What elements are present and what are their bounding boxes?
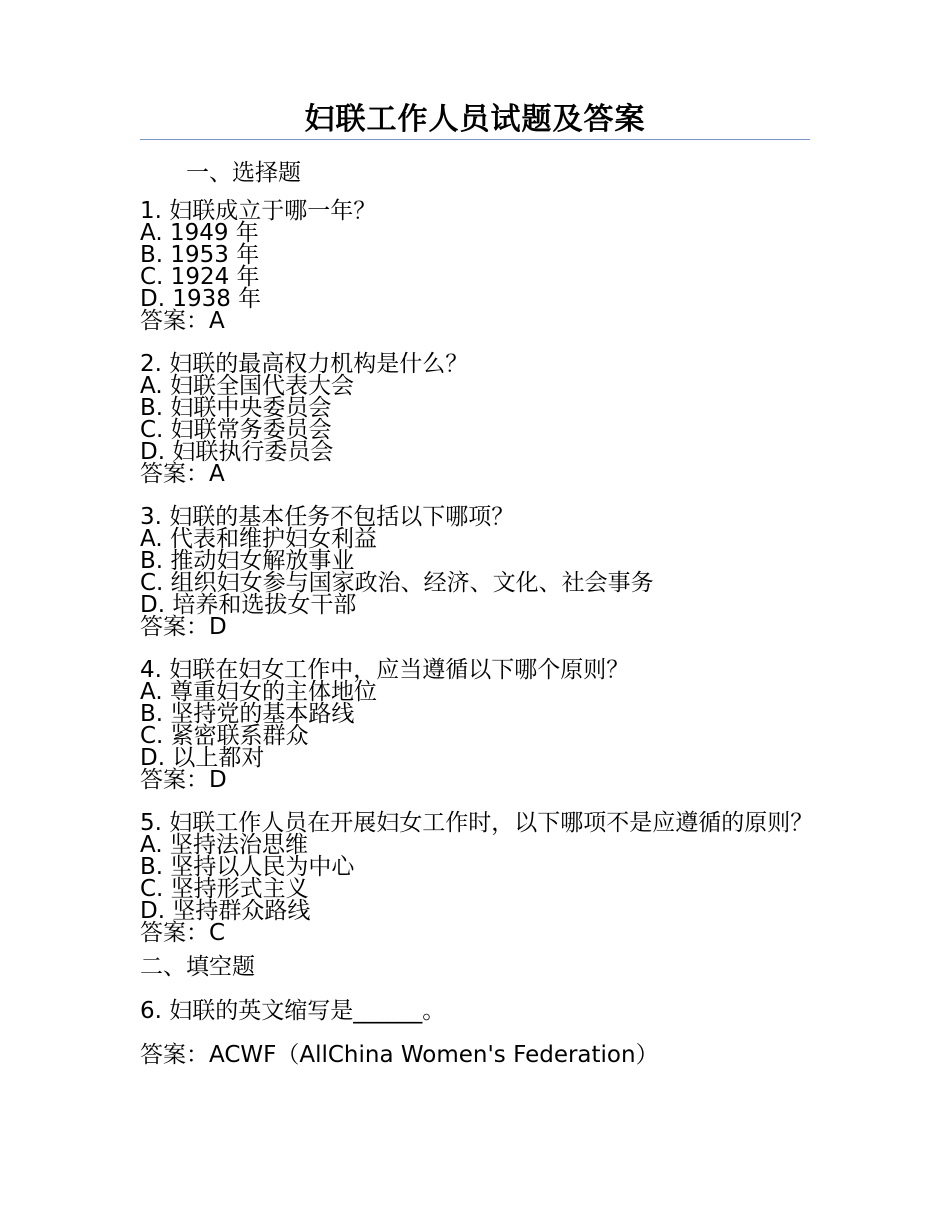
answer-option: C. 1924 年 (140, 264, 260, 290)
question-text: 1. 妇联成立于哪一年？ (140, 198, 377, 224)
answer-option: D. 1938 年 (140, 286, 262, 312)
answer-option: B. 推动妇女解放事业 (140, 548, 355, 574)
answer-option: A. 妇联全国代表大会 (140, 373, 354, 399)
answer-option: D. 培养和选拔女干部 (140, 592, 357, 618)
question-block (140, 200, 820, 332)
answer-option: A. 1949 年 (140, 220, 259, 246)
answer-key: 答案：C (140, 920, 226, 946)
answer-option: A. 尊重妇女的主体地位 (140, 679, 377, 705)
answer-option: B. 坚持党的基本路线 (140, 701, 355, 727)
spacer (140, 791, 820, 812)
question-text: 5. 妇联工作人员在开展妇女工作时，以下哪项不是应遵循的原则？ (140, 810, 814, 836)
answer-option: D. 坚持群众路线 (140, 898, 311, 924)
fill-question: 6. 妇联的英文缩写是______。 (140, 998, 446, 1024)
title-underline (140, 139, 810, 140)
answer-option: C. 组织妇女参与国家政治、经济、文化、社会事务 (140, 570, 654, 596)
question-text: 2. 妇联的最高权力机构是什么？ (140, 351, 469, 377)
answer-key: 答案：D (140, 614, 227, 640)
answer-option: A. 代表和维护妇女利益 (140, 526, 377, 552)
question-block (140, 506, 820, 638)
section-heading-fill: 二、填空题 (140, 954, 255, 980)
answer-option: C. 坚持形式主义 (140, 876, 309, 902)
answer-option: C. 紧密联系群众 (140, 723, 309, 749)
answer-key: 答案：A (140, 461, 225, 487)
answer-option: B. 妇联中央委员会 (140, 395, 332, 421)
answer-option: B. 1953 年 (140, 242, 260, 268)
answer-key: 答案：A (140, 308, 225, 334)
question-text: 4. 妇联在妇女工作中，应当遵循以下哪个原则？ (140, 657, 630, 683)
question-block (140, 812, 820, 944)
fill-answer: 答案：ACWF（AllChina Women's Federation） (140, 1042, 659, 1068)
answer-key: 答案：D (140, 767, 227, 793)
answer-option: A. 坚持法治思维 (140, 832, 308, 858)
document-body (140, 200, 820, 1070)
section-heading-choice: 一、选择题 (186, 160, 301, 186)
question-text: 3. 妇联的基本任务不包括以下哪项？ (140, 504, 515, 530)
answer-option: D. 妇联执行委员会 (140, 439, 334, 465)
document-title: 妇联工作人员试题及答案 (304, 102, 646, 137)
answer-option: B. 坚持以人民为中心 (140, 854, 355, 880)
question-block (140, 659, 820, 791)
answer-option: C. 妇联常务委员会 (140, 417, 332, 443)
spacer (140, 485, 820, 506)
question-list (140, 200, 820, 944)
answer-option: D. 以上都对 (140, 745, 265, 771)
spacer (140, 332, 820, 353)
spacer (140, 638, 820, 659)
question-block (140, 353, 820, 485)
